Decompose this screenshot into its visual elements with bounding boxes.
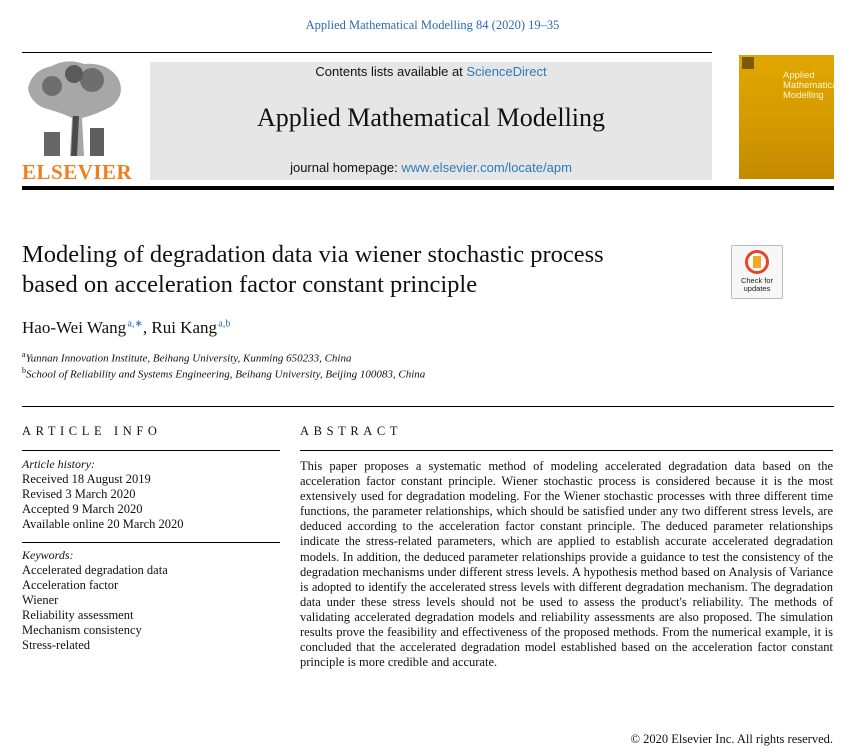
- section-divider: [22, 406, 834, 407]
- keyword[interactable]: Stress-related: [22, 638, 91, 652]
- history-item: Accepted 9 March 2020: [22, 502, 143, 516]
- header-divider: [22, 52, 712, 53]
- affiliation-marker: a: [22, 350, 26, 359]
- contents-line: [150, 64, 712, 79]
- article-info-rule: [22, 450, 280, 451]
- abstract-heading: ABSTRACT: [300, 424, 403, 438]
- title-line-2: based on acceleration factor constant principle: [22, 271, 478, 298]
- keyword[interactable]: Acceleration factor: [22, 578, 119, 592]
- affiliation-text: Yunnan Innovation Institute, Beihang University, Kunming 650233, China: [25, 352, 352, 365]
- homepage-prefix: journal homepage:: [290, 160, 402, 175]
- history-item: Received 18 August 2019: [22, 472, 151, 486]
- cover-title: Applied Mathematical Modelling: [783, 70, 840, 101]
- keyword[interactable]: Accelerated degradation data: [22, 563, 168, 577]
- cover-logo-icon: [742, 57, 754, 69]
- contents-prefix: Contents lists available at: [315, 64, 467, 79]
- article-info-heading: ARTICLE INFO: [22, 424, 162, 438]
- journal-citation[interactable]: Applied Mathematical Modelling 84 (2020) 19–35: [305, 18, 560, 32]
- affiliation-b: [22, 366, 425, 381]
- sciencedirect-link[interactable]: ScienceDirect: [466, 64, 547, 79]
- journal-cover-image[interactable]: [739, 55, 840, 179]
- journal-name: Applied Mathematical Modelling: [256, 103, 606, 132]
- affiliation-marker: b: [22, 366, 26, 375]
- keywords-label: Keywords:: [22, 548, 74, 562]
- affiliation-a: [22, 350, 351, 365]
- check-updates-label: Check for updates: [740, 276, 774, 293]
- abstract-rule: [300, 450, 833, 451]
- journal-homepage-link[interactable]: www.elsevier.com/locate/apm: [401, 160, 572, 175]
- title-line-1: Modeling of degradation data via wiener stochastic process: [22, 241, 604, 268]
- keyword[interactable]: Reliability assessment: [22, 608, 134, 622]
- keyword[interactable]: Mechanism consistency: [22, 623, 142, 637]
- keywords-rule: [22, 542, 280, 543]
- elsevier-wordmark: ELSEVIER: [22, 160, 133, 184]
- abstract-text: This paper proposes a systematic method of modeling accelerated degradation data based on the acceleration factor constant principle. Wiener stochastic process is considered because it is the most extensively used for degradation modeling. For the Wiener stochastic processes with three different time functions, the parameter relationships, which should be satisfied under any two different stress levels, are deduced according to the acceleration factor constant principle. The deduced parameter relationships indicate the stress-related parameters, which are applied to establish accurate accelerated degradation models. In addition, the deduced parameter relationships provide a guidance to test the consistency of the degradation mechanisms under different stress levels. A hypothesis method based on Analysis of Variance is adopted to identify the accelerated stress levels with different degradation mechanism. The degradation data under these stress levels should not be used to assess the product's reliability. The methods of validating accelerated degradation models and reliability assessments are also proposed. The simulation results prove the feasibility and effectiveness of the proposed methods. From the numerical example, it is concluded that the accelerated degradation model established based on the acceleration factor constant principle is more credible and accurate.: [300, 459, 833, 670]
- masthead-bottom-rule: [22, 186, 834, 190]
- affiliation-text: School of Reliability and Systems Engineering, Beihang University, Beijing 100083, China: [26, 368, 426, 381]
- author-list: Hao-Wei Wang $^{a,∗}$, Rui Kang $^{a,b}$: [22, 318, 231, 337]
- author-name[interactable]: Rui Kang: [151, 318, 217, 337]
- keyword[interactable]: Wiener: [22, 593, 59, 607]
- check-updates-icon: [745, 250, 769, 274]
- check-for-updates-button[interactable]: [731, 245, 783, 299]
- author-affiliation-marker[interactable]: a,∗: [127, 318, 143, 330]
- history-item: Available online 20 March 2020: [22, 517, 184, 531]
- article-title: [22, 240, 722, 300]
- homepage-line: [150, 160, 712, 175]
- copyright-notice: © 2020 Elsevier Inc. All rights reserved.: [630, 732, 833, 746]
- author-name[interactable]: Hao-Wei Wang: [22, 318, 127, 337]
- author-affiliation-marker[interactable]: a,b: [218, 318, 231, 330]
- history-item: Revised 3 March 2020: [22, 487, 136, 501]
- history-label: Article history:: [22, 457, 95, 471]
